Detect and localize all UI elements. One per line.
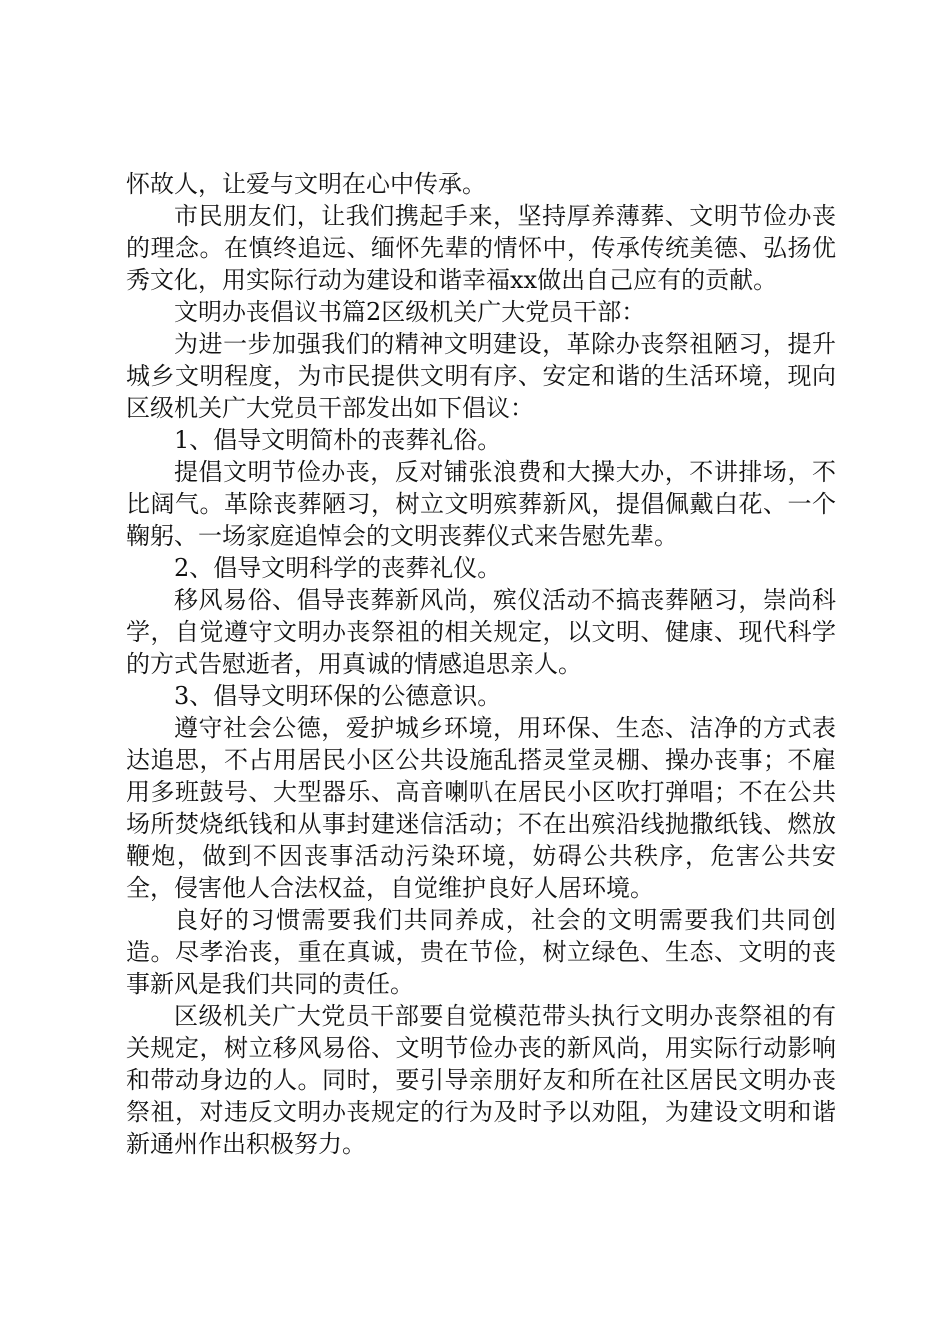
document-body [126, 168, 836, 1160]
paragraph-item-1-body: 提倡文明节俭办丧，反对铺张浪费和大操大办，不讲排场，不比阔气。革除丧葬陋习，树立文明殡葬新风，提倡佩戴白花、一个鞠躬、一场家庭追悼会的文明丧葬仪式来告慰先辈。 [126, 458, 836, 550]
paragraph-item-3-body: 遵守社会公德，爱护城乡环境，用环保、生态、洁净的方式表达追思，不占用居民小区公共设施乱搭灵堂灵棚、操办丧事；不雇用多班鼓号、大型器乐、高音喇叭在居民小区吹打弹唱；不在公共场所焚烧纸钱和从事封建迷信活动；不在出殡沿线抛撒纸钱、燃放鞭炮，做到不因丧事活动污染环境，妨碍公共秩序，危害公共安全，侵害他人合法权益，自觉维护良好人居环境。 [126, 714, 836, 902]
paragraph-section-heading: 文明办丧倡议书篇2区级机关广大党员干部： [174, 298, 646, 326]
paragraph-continuation: 怀故人，让爱与文明在心中传承。 [126, 170, 486, 198]
paragraph-intro: 为进一步加强我们的精神文明建设，革除办丧祭祖陋习，提升城乡文明程度，为市民提供文明有序、安定和谐的生活环境，现向区级机关广大党员干部发出如下倡议： [126, 330, 836, 422]
paragraph-item-3-title: 3、倡导文明环保的公德意识。 [174, 682, 502, 710]
paragraph-item-2-body: 移风易俗、倡导丧葬新风尚，殡仪活动不搞丧葬陋习，崇尚科学，自觉遵守文明办丧祭祖的相关规定，以文明、健康、现代科学的方式告慰逝者，用真诚的情感追思亲人。 [126, 586, 836, 678]
paragraph-habits: 良好的习惯需要我们共同养成，社会的文明需要我们共同创造。尽孝治丧，重在真诚，贵在节俭，树立绿色、生态、文明的丧事新风是我们共同的责任。 [126, 906, 836, 998]
paragraph-item-2-title: 2、倡导文明科学的丧葬礼仪。 [174, 554, 502, 582]
paragraph-cadres: 区级机关广大党员干部要自觉模范带头执行文明办丧祭祖的有关规定，树立移风易俗、文明节俭办丧的新风尚，用实际行动影响和带动身边的人。同时，要引导亲朋好友和所在社区居民文明办丧祭祖，对违反文明办丧规定的行为及时予以劝阻，为建设文明和谐新通州作出积极努力。 [126, 1002, 836, 1158]
paragraph-item-1-title: 1、倡导文明简朴的丧葬礼俗。 [174, 426, 502, 454]
paragraph-closing-appeal: 市民朋友们，让我们携起手来，坚持厚养薄葬、文明节俭办丧的理念。在慎终追远、缅怀先辈的情怀中，传承传统美德、弘扬优秀文化，用实际行动为建设和谐幸福xx做出自己应有的贡献。 [126, 202, 836, 294]
